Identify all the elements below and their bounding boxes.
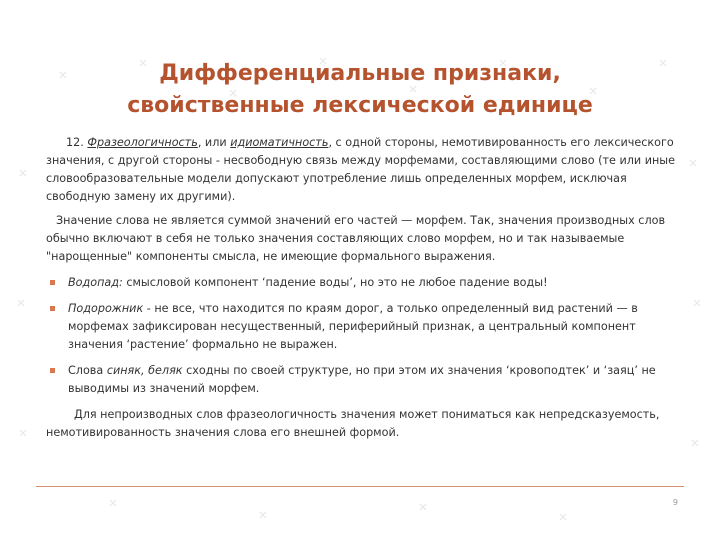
bullet-marker: [50, 306, 55, 311]
term-idiomaticity: идиоматичность: [230, 136, 329, 149]
bullet-marker: [50, 280, 55, 285]
page-number: 9: [672, 498, 678, 507]
paragraph-meaning: Значение слова не является суммой значений его частей — морфем. Так, значения производных слов обычно включают в себя не только значения составляющих слово морфем, но и так называемые "нарощенные" компоненты смысла, не имеющие формального выражения.: [46, 214, 666, 263]
bullet-term: Водопад:: [68, 276, 123, 289]
list-item: [46, 274, 684, 292]
paragraph-phraseology: [46, 134, 684, 206]
term-separator: , или: [197, 136, 231, 149]
footer-divider: [36, 486, 684, 487]
bullet-text: сходны по своей структуре, но при этом их значения ‘кровоподтек’ и ‘заяц’ не выводимы из значений морфем.: [68, 364, 656, 395]
bullet-term: синяк, беляк: [106, 364, 183, 377]
slide-title-line-2: свойственные лексической единице: [127, 93, 593, 118]
paragraph-phraseology-text: , с одной стороны, немотивированность его лексического значения, с другой стороны - несвободную связь между морфемами, составляющими слово (те или иные словообразовательные модели допускают употребление лишь определенных морфем, исключая свободную замену их другими).: [46, 136, 676, 203]
bullet-text: смысловой компонент ‘падение воды’, но это не любое падение воды!: [122, 276, 548, 289]
slide-body: [46, 134, 684, 448]
paragraph-nonderived: Для непроизводных слов фразеологичность значения может пониматься как непредсказуемость, немотивированность значения слова его внешней формой.: [46, 408, 660, 439]
bullet-text: - не все, что находится по краям дорог, а только определенный вид растений — в морфемах зафиксирован несущественный, периферийный признак, а центральный компонент значения ‘растение’ формально не выражен.: [68, 302, 638, 351]
bullet-prefix: Слова: [68, 364, 107, 377]
list-item: [46, 300, 684, 354]
paragraph-number: 12.: [66, 136, 88, 149]
list-item: [46, 362, 684, 398]
slide-title: [60, 58, 660, 122]
term-phraseology: Фразеологичность: [87, 136, 198, 149]
bullet-term: Подорожник: [68, 302, 144, 315]
slide-title-line-1: Дифференциальные признаки,: [159, 61, 561, 86]
bullet-marker: [50, 368, 55, 373]
